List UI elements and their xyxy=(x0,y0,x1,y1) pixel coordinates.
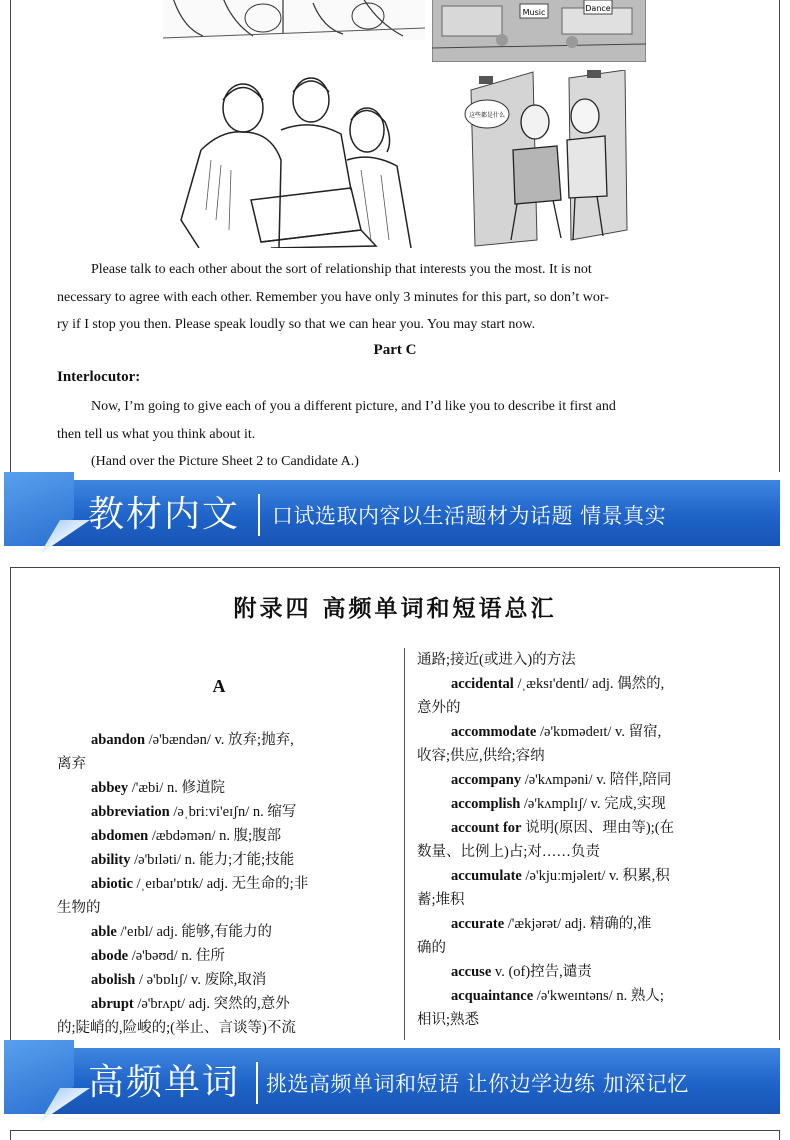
school-corridor-illustration xyxy=(432,0,646,62)
vocab-list-left xyxy=(57,728,381,1040)
vocab-definition: /əˌbriːvi'eɪʃn/ n. 缩写 xyxy=(169,804,297,820)
vocab-entry xyxy=(57,968,381,992)
part-c-instruction: (Hand over the Picture Sheet 2 to Candidate A.) xyxy=(91,454,359,469)
part-b-line: ry if I stop you then. Please speak loudly so that we can hear you. You may start now. xyxy=(57,317,536,332)
vocab-entry xyxy=(417,984,743,1008)
vocab-definition: /ˌæksɪ'dentl/ adj. 偶然的, xyxy=(513,676,665,692)
vocab-entry xyxy=(57,944,381,968)
vocab-word: abiotic xyxy=(91,876,133,892)
appendix-page xyxy=(10,567,780,1047)
interlocutor-label: Interlocutor: xyxy=(57,369,141,385)
vocab-word: accumulate xyxy=(451,868,522,884)
vocab-entry xyxy=(417,672,743,696)
vocab-entry xyxy=(417,864,743,888)
vocab-definition: /ə'bɪləti/ n. 能力;才能;技能 xyxy=(130,852,295,868)
part-c-line: Now, I’m going to give each of you a different picture, and I’d like you to describe it first and xyxy=(91,399,616,414)
part-c-line: then tell us what you think about it. xyxy=(57,426,256,442)
vocab-continuation: 蓄;堆积 xyxy=(417,892,465,908)
section-letter: A xyxy=(212,676,226,696)
vocab-definition: /ˌeɪbaɪ'ɒtɪk/ adj. 无生命的;非 xyxy=(132,876,309,892)
vocab-word: abdomen xyxy=(91,828,149,844)
vocab-word: accomplish xyxy=(451,796,521,812)
vocab-word: able xyxy=(91,924,117,940)
feature-banner-vocab xyxy=(0,1040,790,1120)
appendix-title: 附录四 高频单词和短语总汇 xyxy=(233,596,557,622)
vocab-continuation: 生物的 xyxy=(57,900,101,916)
vocab-entry xyxy=(57,920,381,944)
vocab-definition: /'ækjərət/ adj. 精确的,准 xyxy=(504,916,652,932)
vocab-entry xyxy=(417,912,743,936)
vocab-entry xyxy=(417,768,743,792)
classroom-illustration xyxy=(163,0,425,40)
vocab-entry xyxy=(57,872,381,896)
banner-divider xyxy=(256,1062,258,1104)
column-divider xyxy=(404,648,405,1048)
vocab-definition: /ə'brʌpt/ adj. 突然的,意外 xyxy=(133,996,290,1012)
part-b-line: Please talk to each other about the sort of relationship that interests you the most. It is not xyxy=(91,262,592,277)
vocab-entry xyxy=(57,728,381,752)
vocab-word: abrupt xyxy=(91,996,134,1012)
vocab-word: ability xyxy=(91,852,131,868)
sign-label: Dance xyxy=(585,4,611,13)
vocab-entry xyxy=(57,800,381,824)
banner-title: 教材内文 xyxy=(88,494,241,535)
vocab-word: account for xyxy=(451,820,522,836)
vocab-word: abolish xyxy=(91,972,136,988)
vocab-entry xyxy=(57,848,381,872)
vocab-word: accurate xyxy=(451,916,505,932)
speech-bubble-text: 这些都是什么 xyxy=(468,112,506,119)
vocab-entry xyxy=(417,792,743,816)
vocab-definition: /'eɪbl/ adj. 能够,有能力的 xyxy=(116,924,273,940)
vocab-definition: /'æbi/ n. 修道院 xyxy=(128,780,225,796)
next-page-edge xyxy=(10,1130,780,1140)
vocab-continuation: 的;陡峭的,险峻的;(举止、言谈等)不流 xyxy=(57,1020,296,1036)
vocab-word: accuse xyxy=(451,964,492,980)
part-b-line: necessary to agree with each other. Remember you have only 3 minutes for this part, so don’t wor- xyxy=(57,289,609,305)
vocab-definition: /ə'kjuːmjəleɪt/ v. 积累,积 xyxy=(521,868,670,884)
vocab-continuation: 确的 xyxy=(417,940,446,956)
vocab-entry xyxy=(417,816,743,840)
doorway-illustration xyxy=(457,70,645,248)
vocab-word: abandon xyxy=(91,732,146,748)
vocab-entry xyxy=(417,960,743,984)
vocab-word: accommodate xyxy=(451,724,537,740)
vocab-definition: /ə'bændən/ v. 放弃;抛弃, xyxy=(145,732,294,748)
banner-divider xyxy=(258,494,260,536)
banner-subtitle: 挑选高频单词和短语 让你边学边练 加深记忆 xyxy=(266,1072,689,1096)
vocab-definition: v. (of)控告,谴责 xyxy=(491,964,592,980)
vocab-word: abode xyxy=(91,948,129,964)
vocab-word: abbreviation xyxy=(91,804,170,820)
vocab-column-left xyxy=(57,674,381,698)
vocab-entry xyxy=(57,776,381,800)
vocab-word: accidental xyxy=(451,676,514,692)
vocab-continuation: 收容;供应,供给;容纳 xyxy=(417,748,545,764)
vocab-entry xyxy=(417,720,743,744)
people-laptop-illustration xyxy=(161,70,419,248)
sign-label: Music xyxy=(522,8,546,17)
part-c-heading: Part C xyxy=(373,342,417,358)
feature-banner-textbook xyxy=(0,472,790,552)
vocab-continuation: 数量、比例上)占;对……负责 xyxy=(417,844,600,860)
vocab-word: accompany xyxy=(451,772,522,788)
vocab-word: acquaintance xyxy=(451,988,534,1004)
vocab-list-right xyxy=(417,648,743,1032)
vocab-definition: /æbdəmən/ n. 腹;腹部 xyxy=(148,828,282,844)
vocab-definition: /ə'bəʊd/ n. 住所 xyxy=(128,948,225,964)
vocab-definition: / ə'bɒlɪʃ/ v. 废除,取消 xyxy=(135,972,267,988)
vocab-definition: 说明(原因、理由等);(在 xyxy=(521,820,675,836)
vocab-continuation: 通路;接近(或进入)的方法 xyxy=(417,652,576,668)
banner-subtitle: 口试选取内容以生活题材为话题 情景真实 xyxy=(272,504,667,528)
vocab-definition: /ə'kʌmpəni/ v. 陪伴,陪同 xyxy=(521,772,672,788)
vocab-definition: /ə'kʌmplɪʃ/ v. 完成,实现 xyxy=(520,796,666,812)
vocab-entry xyxy=(57,824,381,848)
textbook-page-top xyxy=(10,0,780,476)
vocab-continuation: 离弃 xyxy=(57,756,86,772)
vocab-definition: /ə'kweɪntəns/ n. 熟人; xyxy=(533,988,664,1004)
banner-title: 高频单词 xyxy=(88,1062,241,1103)
vocab-entry xyxy=(57,992,381,1016)
vocab-word: abbey xyxy=(91,780,129,796)
vocab-definition: /ə'kɒmədeɪt/ v. 留宿, xyxy=(536,724,662,740)
vocab-continuation: 相识;熟悉 xyxy=(417,1012,480,1028)
vocab-continuation: 意外的 xyxy=(417,700,461,716)
